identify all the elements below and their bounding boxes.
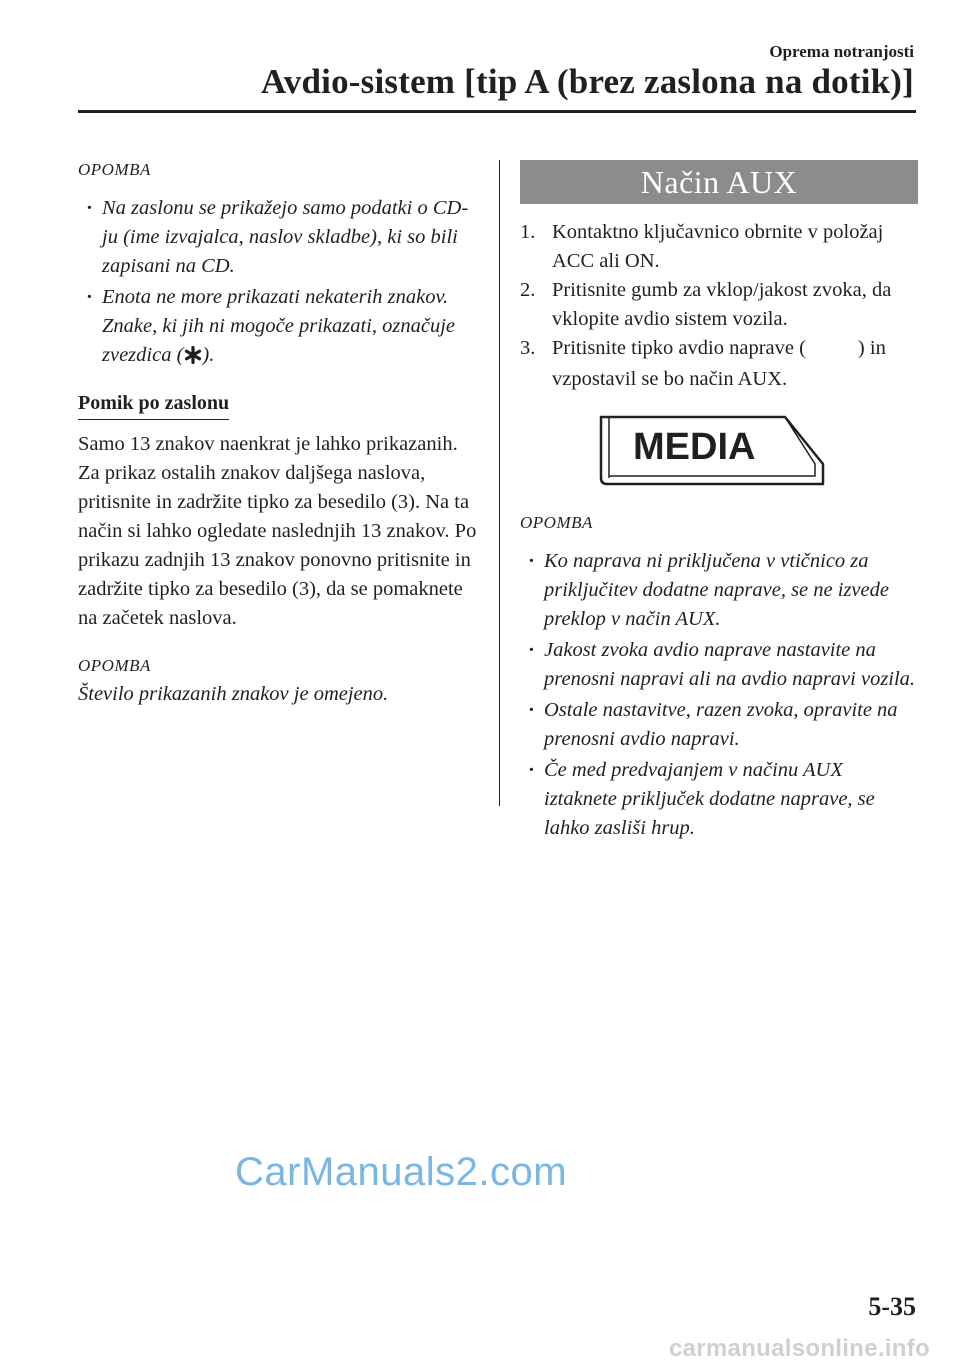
step-item bbox=[520, 276, 918, 334]
watermark: CarManuals2.com bbox=[235, 1150, 568, 1194]
note-title: OPOMBA bbox=[78, 656, 151, 675]
note-title: OPOMBA bbox=[78, 160, 151, 179]
section-subheading: Pomik po zaslonu bbox=[78, 389, 229, 420]
step-text: Pritisnite gumb za vklop/jakost zvoka, da vklopite avdio sistem vozila. bbox=[552, 279, 892, 330]
note-item: · Ostale nastavitve, razen zvoka, opravite na prenosni avdio napravi. bbox=[520, 696, 918, 754]
column-divider bbox=[499, 160, 500, 806]
step-number: 1. bbox=[520, 221, 536, 243]
page-title: Avdio-sistem [tip A (brez zaslona na dotik)] bbox=[260, 62, 914, 101]
header-rule bbox=[78, 110, 916, 113]
header-section-label: Oprema notranjosti bbox=[769, 42, 914, 61]
step-number: 2. bbox=[520, 279, 536, 301]
note-item-suffix: ). bbox=[202, 344, 215, 366]
media-button-icon bbox=[806, 336, 858, 365]
note-list bbox=[520, 547, 918, 843]
note-item-text: Enota ne more prikazati nekaterih znakov. Znake, ki jih ni mogoče prikazati, označuje zvezdica ( bbox=[102, 286, 455, 366]
note-text: Število prikazanih znakov je omejeno. bbox=[78, 683, 389, 705]
step-text: Pritisnite tipko avdio naprave ( bbox=[552, 337, 806, 359]
media-button-label: MEDIA bbox=[633, 426, 756, 468]
note-item: · Če med predvajanjem v načinu AUX iztaknete priključek dodatne naprave, se lahko zasliši hrup. bbox=[520, 756, 918, 843]
note-item: · Jakost zvoka avdio naprave nastavite na prenosni napravi ali na avdio napravi vozila. bbox=[520, 636, 918, 694]
step-text: Kontaktno ključavnico obrnite v položaj ACC ali ON. bbox=[552, 221, 884, 272]
asterisk-star-icon bbox=[184, 344, 202, 373]
step-text: ) in vzpostavil se bo način AUX. bbox=[552, 337, 886, 390]
body-paragraph: Samo 13 znakov naenkrat je lahko prikazanih. Za prikaz ostalih znakov daljšega naslova, pritisnite in zadržite tipko za besedilo (3). Na ta način si lahko ogledate naslednjih 13 znakov. Po prikazu zadnjih 13 znakov ponovno pritisnite in zadržite tipko za besedilo (3), da se pomaknete na začetek naslova. bbox=[78, 433, 477, 629]
step-item bbox=[520, 334, 918, 394]
note-title: OPOMBA bbox=[520, 513, 593, 532]
note-item: · Ko naprava ni priključena v vtičnico za priključitev dodatne naprave, se ne izvede preklop v način AUX. bbox=[520, 547, 918, 634]
steps-list bbox=[520, 218, 918, 394]
right-column bbox=[520, 160, 918, 845]
section-banner: Način AUX bbox=[520, 160, 918, 204]
note-item bbox=[78, 283, 478, 373]
page-number: 5-35 bbox=[868, 1292, 916, 1321]
footer-watermark: carmanualsonline.info bbox=[668, 1335, 930, 1362]
left-column bbox=[78, 155, 478, 709]
step-item bbox=[520, 218, 918, 276]
note-block bbox=[520, 508, 918, 843]
media-button-illustration bbox=[593, 412, 833, 492]
note-item: · Na zaslonu se prikažejo samo podatki o CD-ju (ime izvajalca, naslov skladbe), ki so bili zapisani na CD. bbox=[78, 194, 478, 281]
step-number: 3. bbox=[520, 337, 536, 359]
note-list bbox=[78, 194, 478, 373]
